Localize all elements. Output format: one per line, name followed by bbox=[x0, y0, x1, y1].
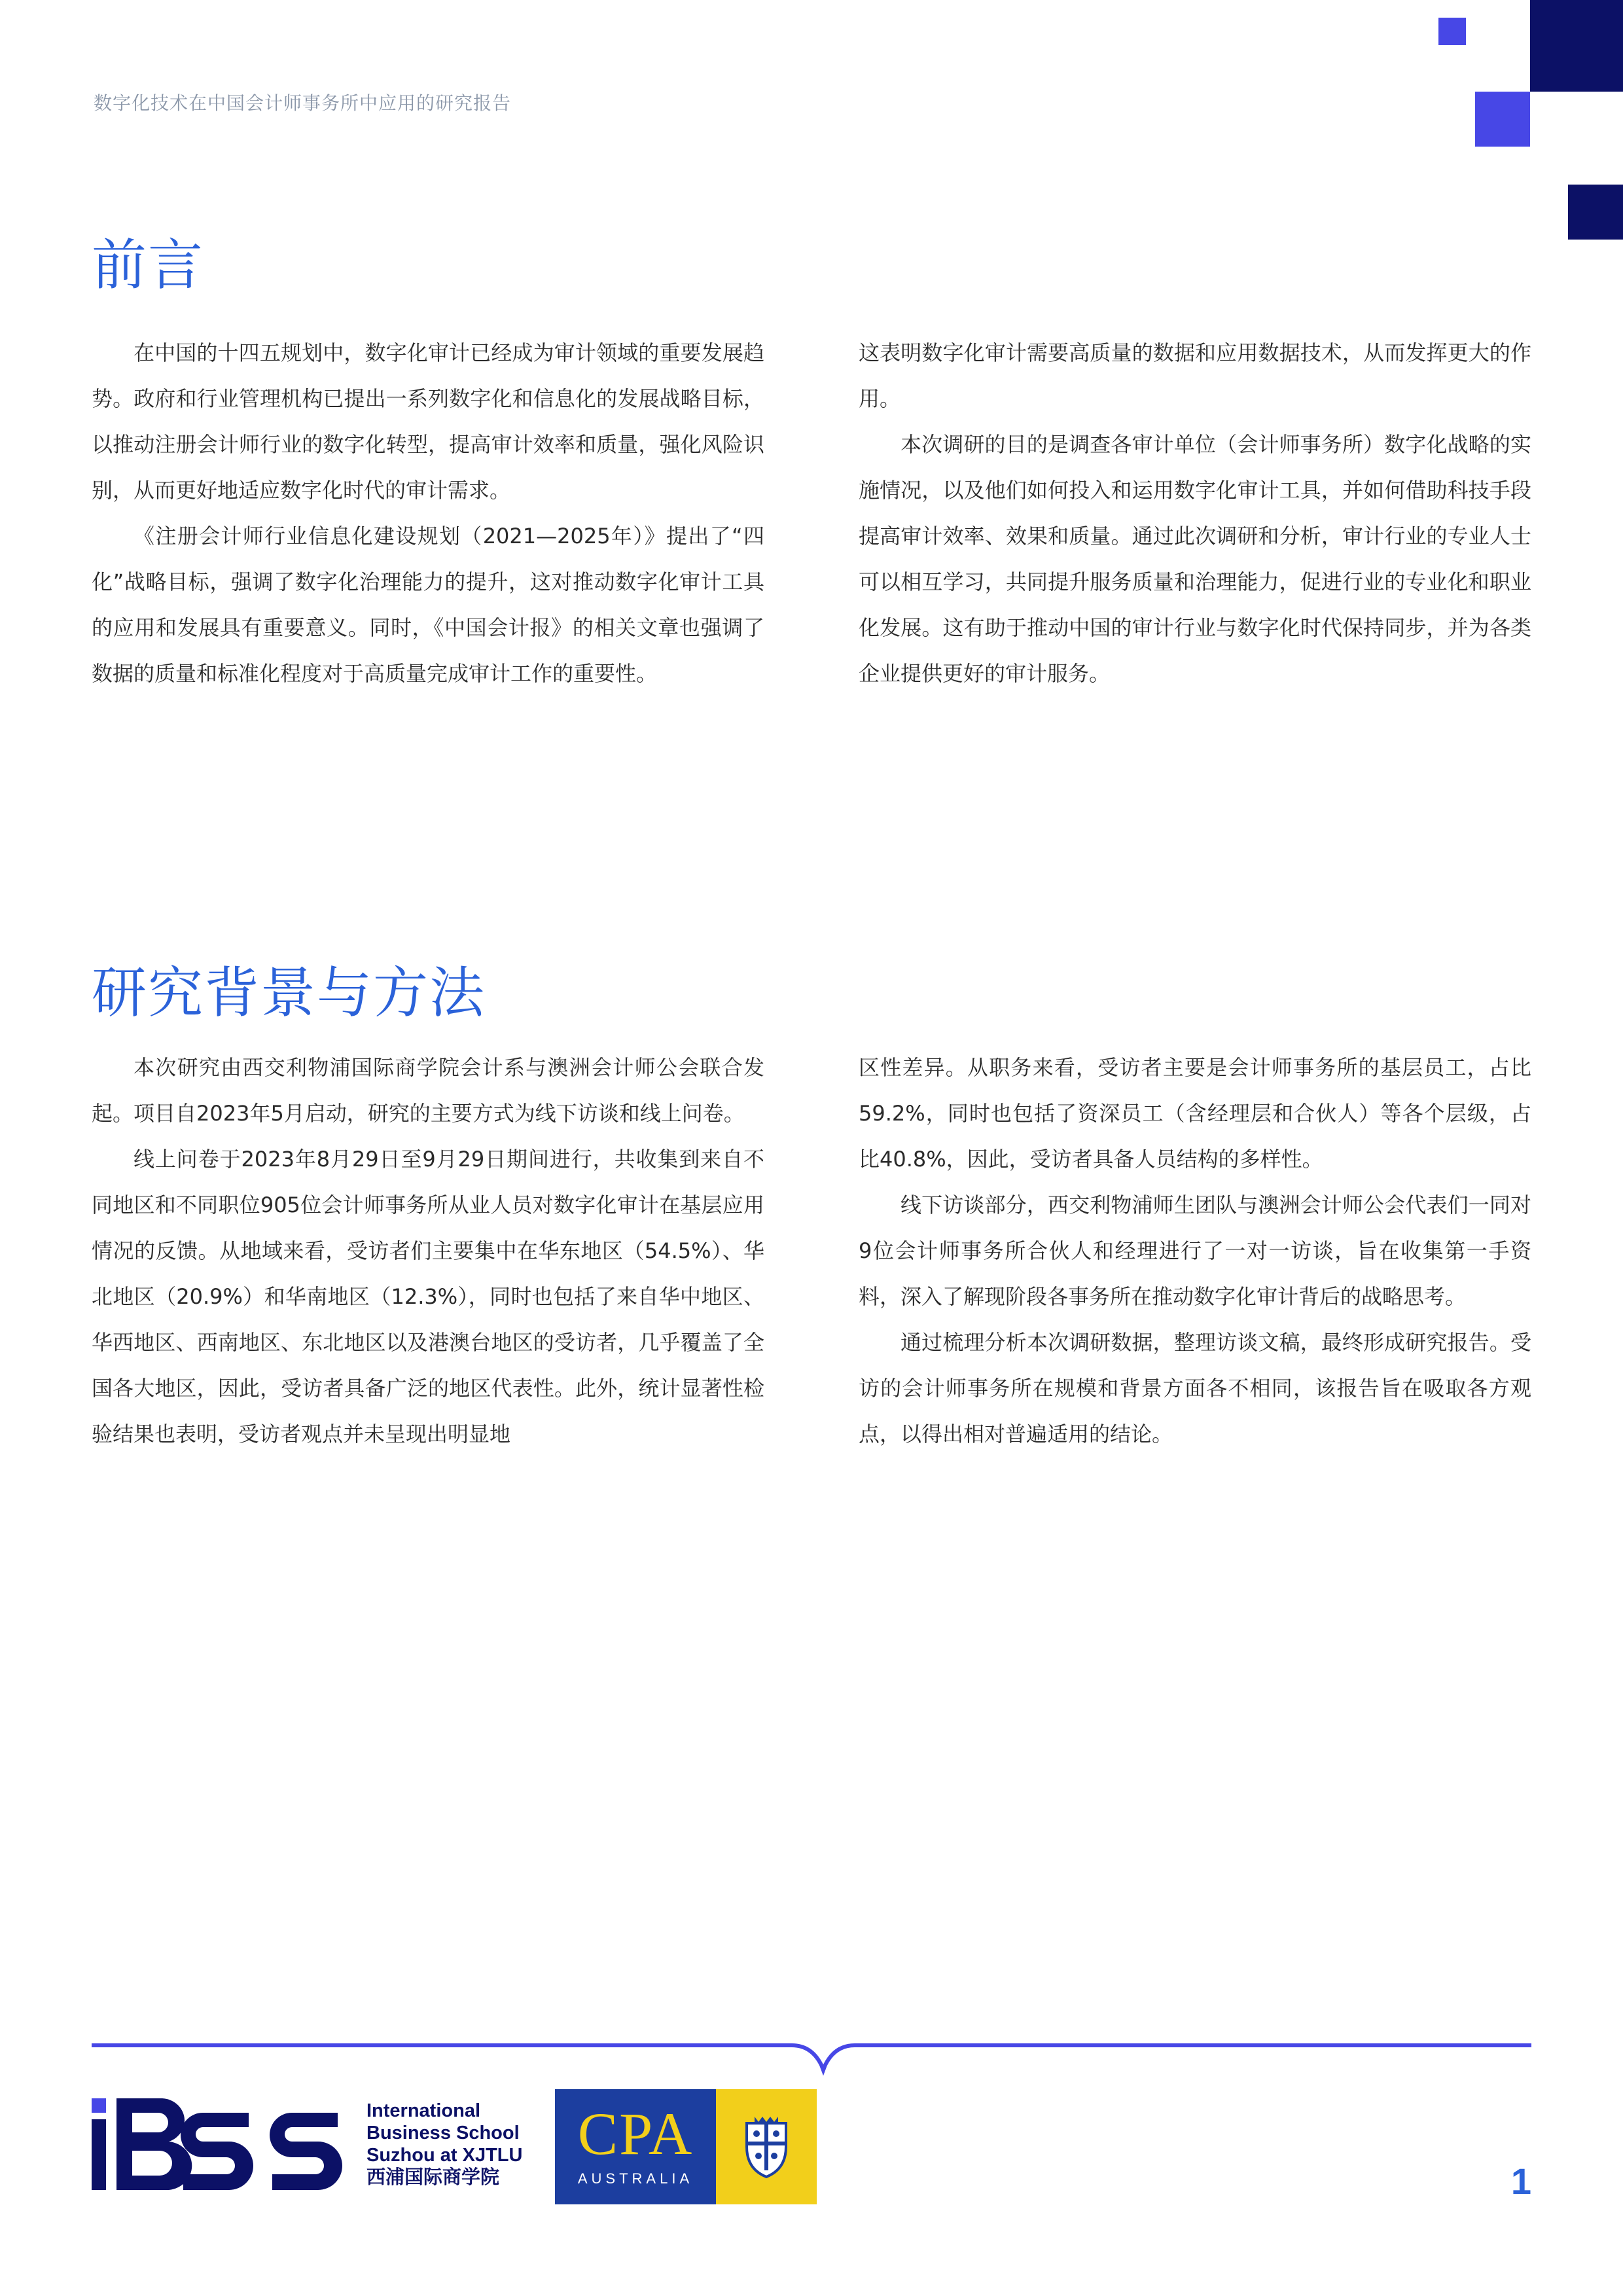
page-number: 1 bbox=[1510, 2161, 1531, 2202]
ibss-wordmark bbox=[366, 2100, 563, 2189]
paragraph: 本次研究由西交利物浦国际商学院会计系与澳洲会计师公会联合发起。项目自2023年5月启动，研究的主要方式为线下访谈和线上问卷。 bbox=[92, 1055, 764, 1126]
ibss-line: Suzhou at XJTLU bbox=[366, 2145, 523, 2166]
preface-title: 前言 bbox=[92, 233, 205, 297]
ibss-line: International bbox=[366, 2100, 481, 2121]
cpa-australia-logo bbox=[555, 2089, 817, 2204]
paragraph: 通过梳理分析本次调研数据，整理访谈文稿，最终形成研究报告。受访的会计师事务所在规模和背景方面各不相同，该报告旨在吸取各方观点，以得出相对普遍适用的结论。 bbox=[859, 1330, 1531, 1446]
paragraph: 在中国的十四五规划中，数字化审计已经成为审计领域的重要发展趋势。政府和行业管理机构已提出一系列数字化和信息化的发展战略目标，以推动注册会计师行业的数字化转型，提高审计效率和质量，强化风险识别，从而更好地适应数字化时代的审计需求。 bbox=[92, 340, 764, 503]
preface-right-column bbox=[859, 330, 1531, 696]
paragraph: 线下访谈部分，西交利物浦师生团队与澳洲会计师公会代表们一同对9位会计师事务所合伙人和经理进行了一对一访谈，旨在收集第一手资料，深入了解现阶段各事务所在推动数字化审计背后的战略思考。 bbox=[859, 1193, 1531, 1309]
decor-square bbox=[1530, 0, 1623, 92]
preface-left-column bbox=[92, 330, 764, 696]
background-left-column bbox=[92, 1045, 764, 1457]
ibss-line: Business School bbox=[366, 2123, 520, 2144]
decor-square bbox=[1475, 92, 1530, 147]
paragraph: 这表明数字化审计需要高质量的数据和应用数据技术，从而发挥更大的作用。 bbox=[859, 340, 1531, 411]
background-title: 研究背景与方法 bbox=[92, 961, 486, 1025]
paragraph: 线上问卷于2023年8月29日至9月29日期间进行，共收集到来自不同地区和不同职位905位会计师事务所从业人员对数字化审计在基层应用情况的反馈。从地域来看，受访者们主要集中在华东地区（54.5%）、华北地区（20.9%）和华南地区（12.3%），同时也包括了来自华中地区、华西地区、西南地区、东北地区以及港澳台地区的受访者，几乎覆盖了全国各大地区，因此，受访者具备广泛的地区代表性。此外，统计显著性检验结果也表明，受访者观点并未呈现出明显地 bbox=[92, 1147, 764, 1446]
cpa-subtitle: AUSTRALIA bbox=[577, 2170, 694, 2187]
paragraph: 《注册会计师行业信息化建设规划（2021—2025年）》提出了“四化”战略目标，强调了数字化治理能力的提升，这对推动数字化审计工具的应用和发展具有重要意义。同时，《中国会计报》的相关文章也强调了数据的质量和标准化程度对于高质量完成审计工作的重要性。 bbox=[92, 524, 764, 686]
crest-icon bbox=[740, 2114, 793, 2179]
decor-square bbox=[1438, 18, 1466, 45]
paragraph: 区性差异。从职务来看，受访者主要是会计师事务所的基层员工，占比59.2%，同时也包括了资深员工（含经理层和合伙人）等各个层级，占比40.8%，因此，受访者具备人员结构的多样性。 bbox=[859, 1055, 1531, 1172]
ibss-line-cn: 西浦国际商学院 bbox=[366, 2167, 500, 2188]
decor-square bbox=[1568, 185, 1623, 240]
cpa-title: CPA bbox=[577, 2100, 694, 2167]
paragraph: 本次调研的目的是调查各审计单位（会计师事务所）数字化战略的实施情况，以及他们如何投入和运用数字化审计工具，并如何借助科技手段提高审计效率、效果和质量。通过此次调研和分析，审计行业的专业人士可以相互学习，共同提升服务质量和治理能力，促进行业的专业化和职业化发展。这有助于推动中国的审计行业与数字化时代保持同步，并为各类企业提供更好的审计服务。 bbox=[859, 432, 1531, 686]
ibss-logo bbox=[92, 2098, 360, 2190]
report-title-header: 数字化技术在中国会计师事务所中应用的研究报告 bbox=[94, 92, 512, 114]
background-right-column bbox=[859, 1045, 1531, 1457]
